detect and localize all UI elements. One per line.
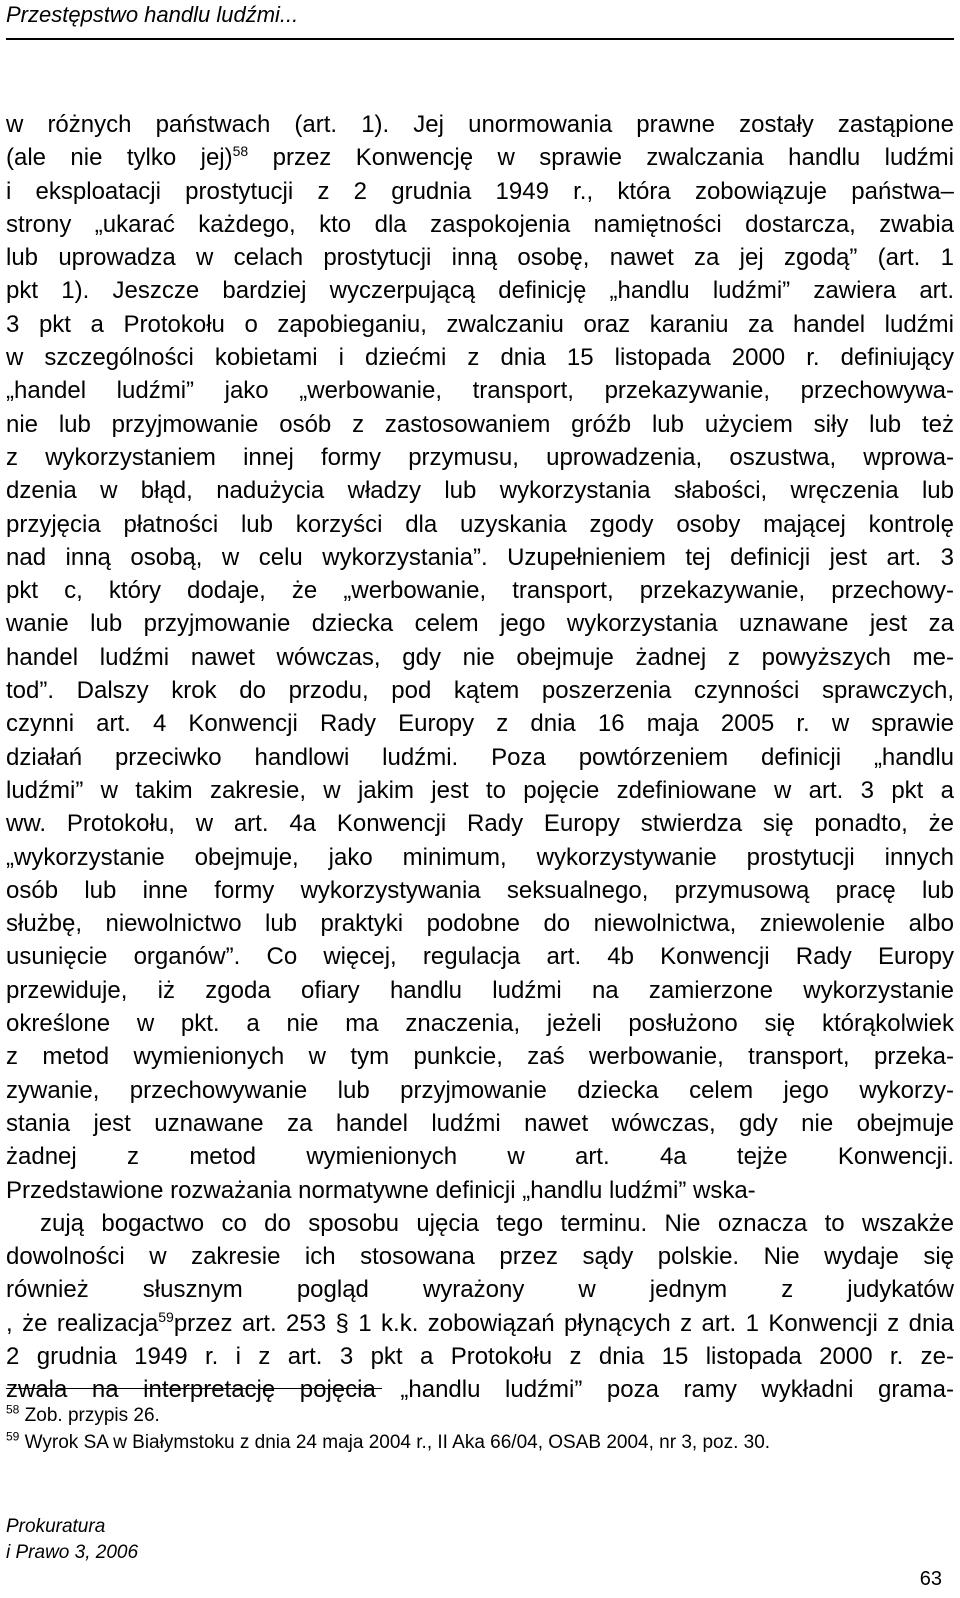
text-line: przyjęcia płatności lub korzyści dla uzyskania zgody osoby mającej kontrolę	[6, 510, 954, 538]
text-line: dzenia w błąd, nadużycia władzy lub wykorzystania słabości, wręczenia lub	[6, 477, 954, 505]
text-line: usunięcie organów”. Co więcej, regulacja art. 4b Konwencji Rady Europy	[6, 943, 954, 971]
text-line: , że realizacja$^{59}$przez art. 253 § 1 k.k. zobowiązań płynących z art. 1 Konwencji z dnia	[6, 1308, 955, 1337]
text-line: pkt 1). Jeszcze bardziej wyczerpującą definicję „handlu ludźmi” zawiera art.	[6, 277, 954, 305]
journal-issue: i Prawo 3, 2006	[6, 1542, 139, 1563]
text-line: Przedstawione rozważania normatywne definicji „handlu ludźmi” wska-	[6, 1176, 756, 1204]
journal-name: Prokuratura	[6, 1516, 106, 1537]
text-line: działań przeciwko handlowi ludźmi. Poza powtórzeniem definicji „handlu	[6, 743, 954, 771]
journal-footer	[6, 1514, 138, 1566]
text-line: zwala na interpretację pojęcia „handlu ludźmi” poza ramy wykładni grama-	[6, 1376, 954, 1404]
text-line: tod”. Dalszy krok do przodu, pod kątem poszerzenia czynności sprawczych,	[6, 677, 954, 705]
text-line: 2 grudnia 1949 r. i z art. 3 pkt a Protokołu z dnia 15 listopada 2000 r. ze-	[6, 1342, 954, 1370]
footnote-ref-58[interactable]: 58	[232, 143, 249, 160]
running-header	[6, 0, 954, 40]
text-line: „wykorzystanie obejmuje, jako minimum, wykorzystywanie prostytucji innych	[6, 843, 954, 871]
footnote-text: Wyrok SA w Białymstoku z dnia 24 maja 2004 r., II Aka 66/04, OSAB 2004, nr 3, poz. 30.	[24, 1432, 771, 1453]
text-line: ww. Protokołu, w art. 4a Konwencji Rady Europy stwierdza się ponadto, że	[6, 810, 954, 838]
footnote-text: Zob. przypis 26.	[24, 1405, 160, 1426]
text-line: lub uprowadza w celach prostytucji inną osobę, nawet za jej zgodą” (art. 1	[6, 244, 954, 272]
text-line: służbę, niewolnictwo lub praktyki podobne do niewolnictwa, zniewolenie albo	[6, 910, 954, 938]
footnote-separator	[6, 1388, 382, 1389]
text-line: dowolności w zakresie ich stosowana przez sądy polskie. Nie wydaje się	[6, 1243, 954, 1271]
text-line: z wykorzystaniem innej formy przymusu, uprowadzenia, oszustwa, wprowa-	[6, 443, 954, 471]
text-line: osób lub inne formy wykorzystywania seksualnego, przymusową pracę lub	[6, 876, 954, 904]
text-line: strony „ukarać każdego, kto dla zaspokojenia namiętności dostarcza, zwabia	[6, 210, 954, 238]
text-line: (ale nie tylko jej)$^{58}$ przez Konwencję w sprawie zwalczania handlu ludźmi	[6, 143, 954, 172]
text-line: w różnych państwach (art. 1). Jej unormowania prawne zostały zastąpione	[6, 111, 954, 138]
text-line: wanie lub przyjmowanie dziecka celem jego wykorzystania uznawane jest za	[6, 610, 954, 638]
text-line: zywanie, przechowywanie lub przyjmowanie dziecka celem jego wykorzy-	[6, 1076, 954, 1104]
running-header-title: Przestępstwo handlu ludźmi...	[6, 2, 299, 27]
text-line: „handel ludźmi” jako „werbowanie, transport, przekazywanie, przechowywa-	[6, 377, 954, 405]
text-line: żadnej z metod wymienionych w art. 4a tejże Konwencji.	[6, 1143, 954, 1171]
text-line: zują bogactwo co do sposobu ujęcia tego terminu. Nie oznacza to wszakże	[40, 1209, 954, 1237]
text-line: z metod wymienionych w tym punkcie, zaś werbowanie, transport, przeka-	[6, 1043, 954, 1071]
text-line: pkt c, który dodaje, że „werbowanie, transport, przekazywanie, przechowy-	[6, 577, 954, 605]
text-line: stania jest uznawane za handel ludźmi nawet wówczas, gdy nie obejmuje	[6, 1109, 954, 1137]
text-line: określone w pkt. a nie ma znaczenia, jeżeli posłużono się którąkolwiek	[6, 1010, 954, 1038]
text-line: nad inną osobą, w celu wykorzystania”. Uzupełnieniem tej definicji jest art. 3	[6, 543, 954, 571]
footnotes	[6, 1402, 954, 1456]
page-number: 63	[919, 1568, 942, 1590]
text-line: przewiduje, iż zgoda ofiary handlu ludźmi na zamierzone wykorzystanie	[6, 976, 954, 1004]
text-line: handel ludźmi nawet wówczas, gdy nie obejmuje żadnej z powyższych me-	[6, 643, 954, 671]
text-line: ludźmi” w takim zakresie, w jakim jest to pojęcie zdefiniowane w art. 3 pkt a	[6, 776, 954, 804]
footnote-number: 59	[6, 1429, 20, 1444]
footnote-ref-59[interactable]: 59	[158, 1308, 174, 1325]
text-line: i eksploatacji prostytucji z 2 grudnia 1949 r., która zobowiązuje państwa–	[6, 177, 954, 205]
text-line: 3 pkt a Protokołu o zapobieganiu, zwalczaniu oraz karaniu za handel ludźmi	[6, 310, 954, 338]
text-line: czynni art. 4 Konwencji Rady Europy z dnia 16 maja 2005 r. w sprawie	[6, 710, 954, 738]
text-line: w szczególności kobietami i dziećmi z dnia 15 listopada 2000 r. definiujący	[6, 344, 954, 372]
footnote-58	[6, 1402, 954, 1429]
body-text	[6, 108, 954, 1440]
text-line: nie lub przyjmowanie osób z zastosowaniem gróźb lub użyciem siły lub też	[6, 410, 954, 438]
text-line: również słusznym pogląd wyrażony w jednym z judykatów	[6, 1276, 954, 1304]
footnote-59	[6, 1429, 954, 1456]
footnote-number: 58	[6, 1402, 20, 1417]
